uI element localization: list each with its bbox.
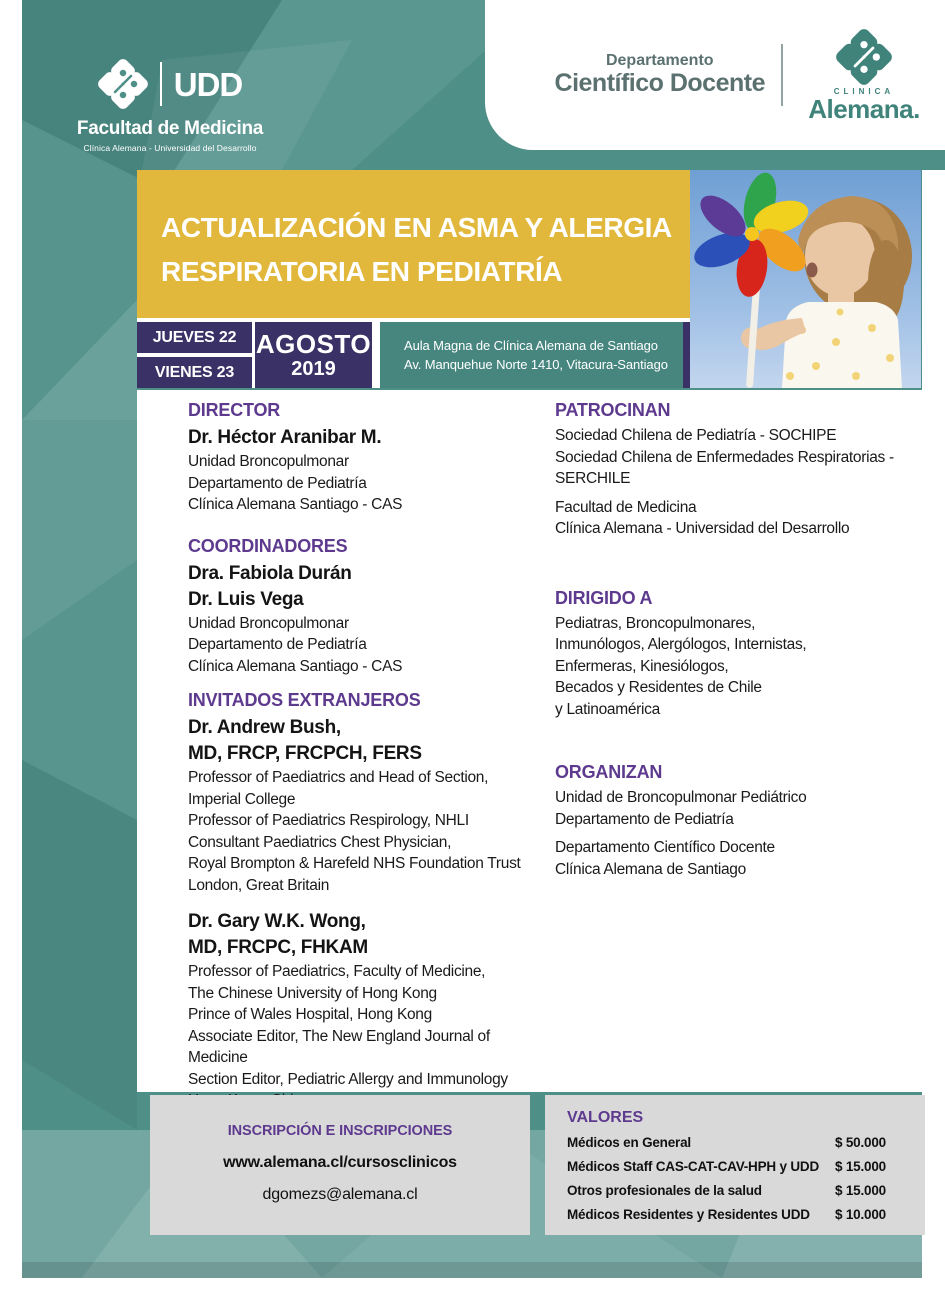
departamento-header (485, 0, 945, 150)
body-line: Consultant Paediatrics Chest Physician, (188, 833, 452, 851)
alemana-wordmark: Alemana. (808, 93, 920, 124)
clinica-alemana-clover-icon (836, 29, 892, 85)
body-line: Departamento de Pediatría (188, 636, 367, 653)
content-panel (137, 390, 945, 1092)
venue-line1: Aula Magna de Clínica Alemana de Santiago (404, 338, 658, 353)
body-line: Facultad de Medicina (555, 498, 697, 516)
price-value: $ 15.000 (835, 1183, 886, 1198)
girl-pinwheel-illustration (690, 170, 921, 388)
facultad-medicina-logo (70, 58, 270, 153)
price-row (567, 1179, 907, 1203)
price-row (567, 1155, 907, 1179)
clinica-label: CLINICA (833, 86, 895, 96)
body-line: Inmunólogos, Alergólogos, Internistas, (555, 636, 807, 653)
speaker-name: Dr. Gary W.K. Wong, (188, 911, 366, 932)
body-line: Prince of Wales Hospital, Hong Kong (188, 1006, 432, 1023)
prices-heading: VALORES (567, 1109, 644, 1126)
section-heading: COORDINADORES (188, 535, 348, 556)
left-column (188, 400, 543, 1112)
price-value: $ 15.000 (835, 1159, 886, 1174)
month-label: AGOSTO (255, 329, 372, 359)
body-line: Associate Editor, The New England Journal of Medicine (188, 1027, 490, 1066)
body-line: Clínica Alemana Santiago - CAS (188, 657, 403, 675)
day1-box: JUEVES 22 (137, 322, 252, 353)
section-heading: PATROCINAN (555, 400, 671, 420)
body-line: Sociedad Chilena de Pediatría - SOCHIPE (555, 427, 837, 444)
coordinator-name: Dra. Fabiola Durán (188, 562, 352, 584)
teal-strip-right (922, 150, 945, 170)
accent-sliver (683, 322, 690, 388)
udd-logo-icon: UDD (173, 65, 243, 103)
section-director (188, 400, 543, 516)
departamento-title: Departamento Científico Docente (554, 52, 765, 98)
body-line: The Chinese University of Hong Kong (188, 984, 437, 1002)
body-line: Unidad Broncopulmonar (188, 453, 349, 470)
section-patrocinan (555, 400, 935, 540)
body-line: Royal Brompton & Harefeld NHS Foundation Trust (188, 855, 521, 872)
section-organizan (555, 762, 935, 880)
price-label: Otros profesionales de la salud (567, 1183, 762, 1198)
body-line: SERCHILE (555, 470, 631, 487)
body-line: Pediatras, Broncopulmonares, (555, 614, 756, 632)
body-line: Enfermeras, Kinesiólogos, (555, 657, 729, 675)
price-row (567, 1131, 907, 1155)
price-value: $ 50.000 (835, 1135, 886, 1150)
section-dirigido (555, 588, 935, 721)
price-value: $ 10.000 (835, 1207, 886, 1222)
body-line: Imperial College (188, 790, 296, 808)
body-line: Professor of Paediatrics and Head of Section, (188, 769, 489, 786)
speaker-credentials: MD, FRCP, FRCPCH, FERS (188, 743, 422, 764)
section-heading: DIRIGIDO A (555, 587, 653, 608)
event-title-line1: ACTUALIZACIÓN EN ASMA Y ALERGIA (161, 212, 672, 243)
director-name: Dr. Héctor Aranibar M. (188, 427, 382, 448)
right-column (555, 400, 935, 880)
body-line: Sociedad Chilena de Enfermedades Respiratorias - (555, 448, 894, 466)
facultad-title: Facultad de Medicina (76, 118, 264, 139)
section-heading: DIRECTOR (188, 400, 281, 420)
section-heading: ORGANIZAN (555, 762, 663, 782)
logo-divider (160, 62, 162, 106)
date-venue-bar (137, 318, 690, 388)
body-line: y Latinoamérica (555, 700, 660, 718)
body-line: Section Editor, Pediatric Allergy and Immunology (188, 1070, 508, 1088)
inscription-email: dgomezs@alemana.cl (262, 1186, 418, 1203)
body-line: Clínica Alemana - Universidad del Desarrollo (555, 520, 850, 537)
event-title-banner (137, 170, 690, 318)
header-divider (781, 44, 783, 106)
section-invitados (188, 690, 543, 1112)
venue-box (380, 322, 683, 388)
body-line: Professor of Paediatrics, Faculty of Medicine, (188, 963, 486, 980)
price-label: Médicos Staff CAS-CAT-CAV-HPH y UDD (567, 1159, 820, 1174)
body-line: Departamento de Pediatría (555, 810, 734, 828)
section-heading: INVITADOS EXTRANJEROS (188, 690, 421, 710)
photo-girl-pinwheel (690, 170, 921, 388)
speaker-name: Dr. Andrew Bush, (188, 717, 341, 738)
day2-box: VIENES 23 (137, 357, 252, 388)
body-line: Clínica Alemana de Santiago (555, 860, 746, 878)
clinica-alemana-clover-icon (98, 59, 148, 109)
logo-marks (70, 58, 270, 110)
body-line: Professor of Paediatrics Respirology, NHLI (188, 812, 469, 829)
day-boxes (137, 322, 252, 388)
section-coordinadores (188, 536, 543, 678)
body-line: Becados y Residentes de Chile (555, 679, 762, 696)
body-line: Clínica Alemana Santiago - CAS (188, 496, 403, 513)
body-line: Departamento de Pediatría (188, 474, 367, 492)
price-label: Médicos Residentes y Residentes UDD (567, 1207, 810, 1222)
prices-panel (545, 1095, 925, 1235)
facultad-subtitle: Clínica Alemana - Universidad del Desarrollo (83, 143, 257, 153)
inscription-website: www.alemana.cl/cursosclinicos (223, 1154, 457, 1171)
price-label: Médicos en General (567, 1135, 691, 1150)
venue-line2: Av. Manquehue Norte 1410, Vitacura-Santiago (404, 357, 668, 372)
price-row (567, 1203, 907, 1227)
inscription-heading: INSCRIPCIÓN E INSCRIPCIONES (227, 1123, 453, 1139)
body-line: Unidad Broncopulmonar (188, 614, 349, 632)
inscription-panel (150, 1095, 530, 1235)
body-line: Unidad de Broncopulmonar Pediátrico (555, 789, 807, 806)
clinica-alemana-logo (799, 29, 929, 122)
speaker-credentials: MD, FRCPC, FHKAM (188, 937, 368, 958)
year-label: 2019 (291, 358, 336, 380)
body-line: London, Great Britain (188, 876, 330, 894)
coordinator-name: Dr. Luis Vega (188, 588, 304, 610)
event-title-line2: RESPIRATORIA EN PEDIATRÍA (161, 256, 563, 287)
month-box (255, 322, 372, 388)
body-line: Departamento Científico Docente (555, 839, 775, 856)
